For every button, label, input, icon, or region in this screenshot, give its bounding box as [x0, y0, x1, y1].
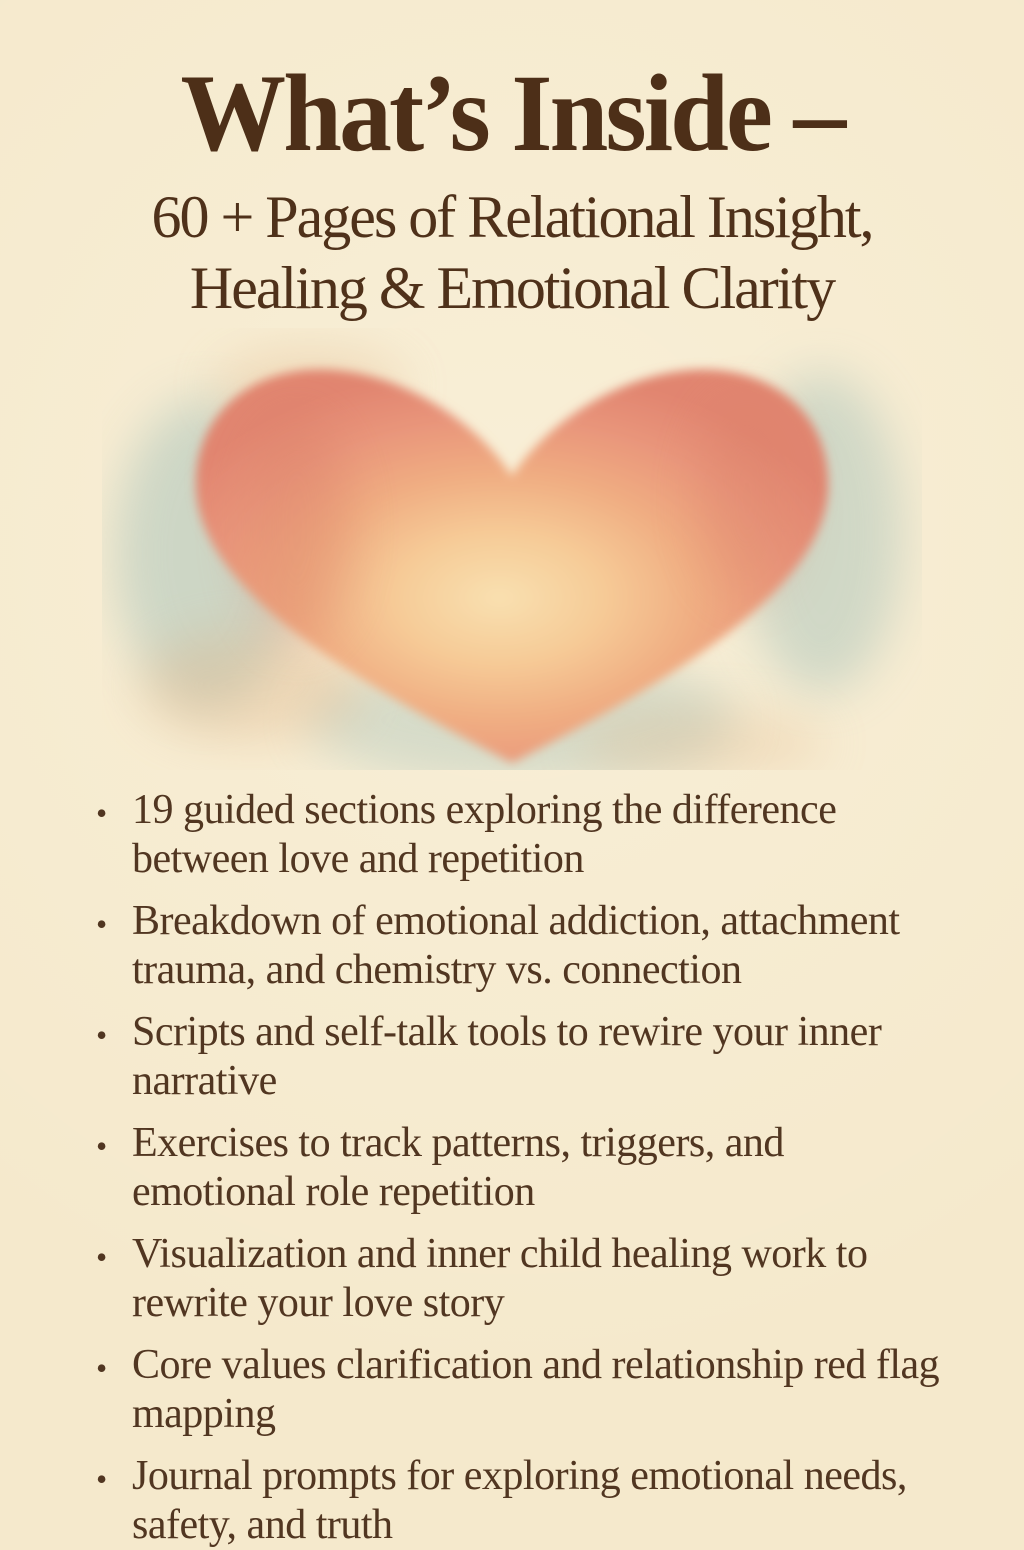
- bullet-icon: •: [96, 906, 107, 942]
- bullet-icon: •: [96, 1239, 107, 1275]
- page-subtitle: [0, 182, 1024, 324]
- heart-icon: [102, 328, 922, 770]
- list-item: [96, 1452, 944, 1550]
- bullet-icon: •: [96, 795, 107, 831]
- bullet-icon: •: [96, 1350, 107, 1386]
- feature-text: Journal prompts for exploring emotional needs, safety, and truth: [132, 1453, 907, 1548]
- list-item: [96, 786, 944, 884]
- subtitle-line-1: 60 + Pages of Relational Insight,: [151, 184, 873, 250]
- bullet-icon: •: [96, 1128, 107, 1164]
- feature-text: Core values clarification and relationship red flag mapping: [132, 1342, 940, 1437]
- feature-text: Exercises to track patterns, triggers, and emotional role repetition: [132, 1120, 784, 1215]
- list-item: [96, 1230, 944, 1328]
- feature-text: Visualization and inner child healing work to rewrite your love story: [132, 1231, 868, 1326]
- list-item: [96, 897, 944, 995]
- bullet-icon: •: [96, 1017, 107, 1053]
- feature-text: Scripts and self-talk tools to rewire your inner narrative: [132, 1009, 882, 1104]
- feature-text: 19 guided sections exploring the difference between love and repetition: [132, 787, 837, 882]
- list-item: [96, 1008, 944, 1106]
- list-item: [96, 1341, 944, 1439]
- list-item: [96, 1119, 944, 1217]
- watercolor-heart-illustration: [102, 328, 922, 770]
- header: [0, 0, 1024, 324]
- feature-text: Breakdown of emotional addiction, attachment trauma, and chemistry vs. connection: [132, 898, 900, 993]
- page-title: What’s Inside –: [180, 52, 844, 174]
- subtitle-line-2: Healing & Emotional Clarity: [189, 255, 835, 321]
- features-list: [96, 786, 944, 1550]
- bullet-icon: •: [96, 1461, 107, 1497]
